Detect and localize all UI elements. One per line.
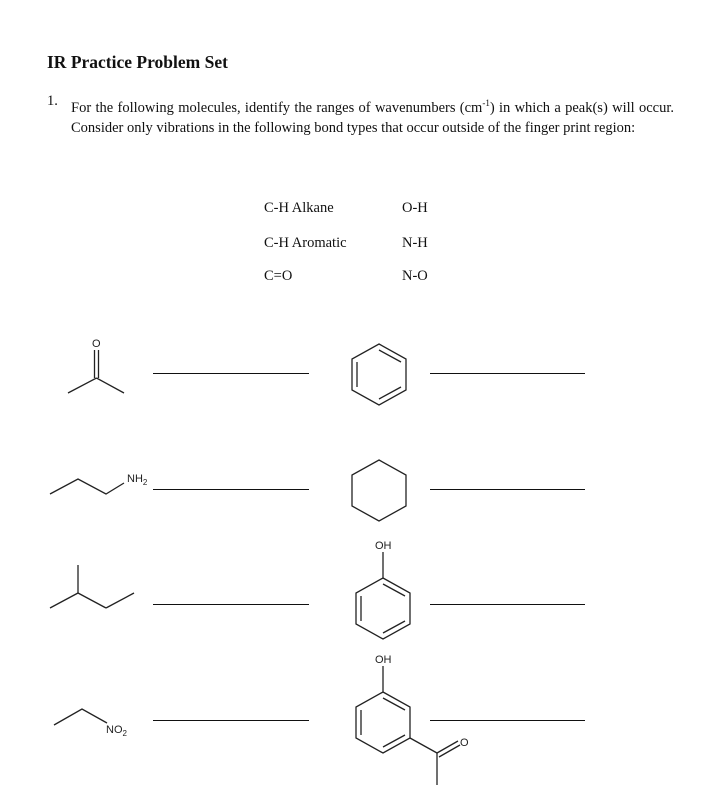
bond-type-oh: O-H [402,200,428,216]
bond-type-nh: N-H [402,235,428,251]
molecule-isobutane [48,560,148,620]
molecule-acetone [60,330,140,400]
answer-line-isobutane[interactable] [153,604,309,605]
answer-line-benzene[interactable] [430,373,585,374]
answer-line-cyclohexane[interactable] [430,489,585,490]
bond-type-no: N-O [402,268,428,284]
answer-line-nitroethane[interactable] [153,720,309,721]
question-superscript: -1 [482,98,490,108]
molecule-benzene [348,340,413,408]
hydroxyl-label: OH [375,540,392,552]
hydroxyl-label: OH [375,654,392,666]
molecule-cyclohexane [348,456,413,524]
question-text-part2: ) in which a peak(s) will occur. Consider only vibrations in the following bond types that occur outside of the finger print region: [71,99,674,136]
page-title: IR Practice Problem Set [47,52,228,72]
molecule-nitroethane [52,695,142,740]
bond-type-ch-alkane: C-H Alkane [264,200,334,216]
answer-line-acetone[interactable] [153,373,309,374]
molecule-propylamine [48,465,158,505]
question-text [71,93,674,138]
molecule-phenol [348,538,413,643]
question-text-part1: For the following molecules, identify the ranges of wavenumbers (cm [71,99,483,116]
bond-type-co: C=O [264,268,293,284]
molecule-hydroxyacetophenone [348,652,468,792]
carbonyl-oxygen-label: O [460,737,469,749]
oxygen-label: O [92,338,101,350]
nitro-label: $NO_2$ [106,724,127,738]
bond-type-ch-aromatic: C-H Aromatic [264,235,347,251]
question-number: 1. [47,93,58,109]
answer-line-phenol[interactable] [430,604,585,605]
amine-label: $NH_2$ [127,473,148,487]
answer-line-propylamine[interactable] [153,489,309,490]
